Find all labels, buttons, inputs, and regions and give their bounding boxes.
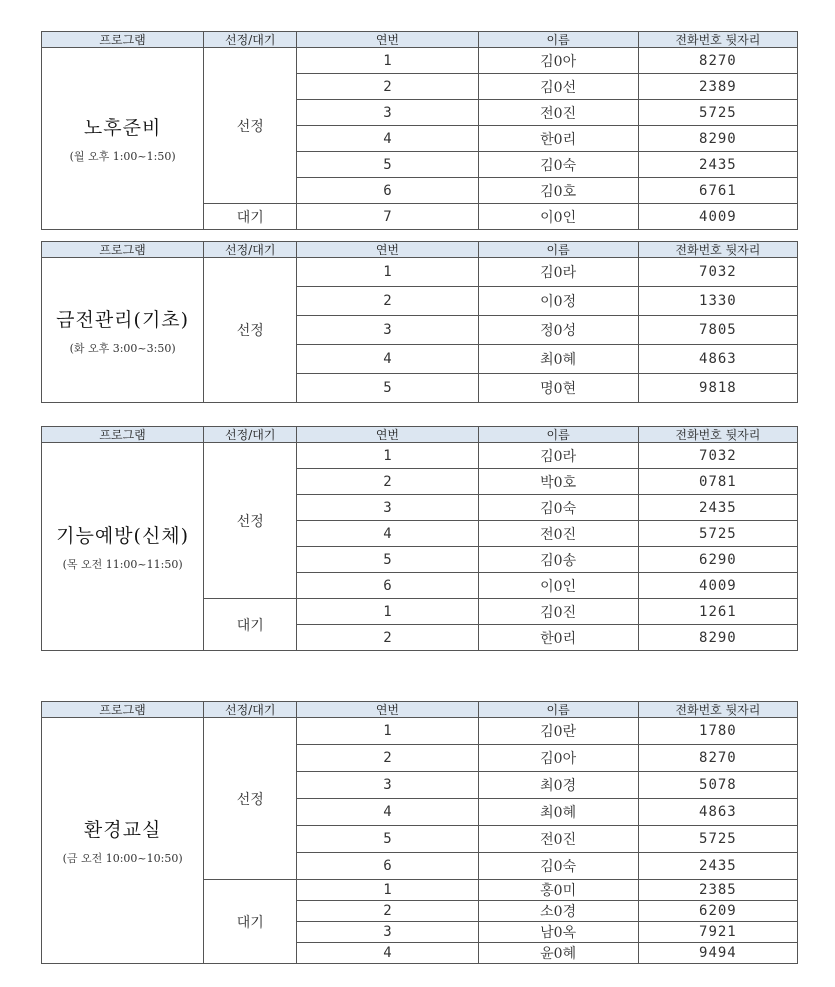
program-time: (목 오전 11:00~11:50) — [62, 558, 183, 571]
seq-cell: 3 — [297, 772, 478, 799]
name-cell: 전0진 — [478, 826, 638, 853]
program-cell — [42, 718, 204, 964]
seq-cell: 5 — [297, 826, 478, 853]
seq-cell: 4 — [297, 799, 478, 826]
seq-cell: 5 — [297, 152, 478, 178]
header-status: 선정/대기 — [204, 242, 297, 258]
name-cell: 김0아 — [478, 745, 638, 772]
seq-cell: 6 — [297, 573, 478, 599]
header-status: 선정/대기 — [204, 702, 297, 718]
header-phone: 전화번호 뒷자리 — [638, 702, 797, 718]
seq-cell: 5 — [297, 547, 478, 573]
status-cell: 선정 — [204, 718, 297, 880]
name-cell: 윤0혜 — [478, 943, 638, 964]
program-table — [41, 426, 798, 651]
header-status: 선정/대기 — [204, 32, 297, 48]
phone-cell: 8290 — [638, 126, 797, 152]
name-cell: 정0성 — [478, 316, 638, 345]
seq-cell: 1 — [297, 48, 478, 74]
header-program: 프로그램 — [42, 32, 204, 48]
name-cell: 김0호 — [478, 178, 638, 204]
phone-cell: 2385 — [638, 880, 797, 901]
program-cell — [42, 443, 204, 651]
program-name: 기능예방(신체) — [56, 525, 190, 547]
name-cell: 김0송 — [478, 547, 638, 573]
header-row — [42, 702, 798, 718]
seq-cell: 3 — [297, 316, 478, 345]
seq-cell: 1 — [297, 258, 478, 287]
phone-cell: 6290 — [638, 547, 797, 573]
phone-cell: 7032 — [638, 258, 797, 287]
seq-cell: 3 — [297, 100, 478, 126]
program-table — [41, 241, 798, 403]
header-status: 선정/대기 — [204, 427, 297, 443]
header-name: 이름 — [478, 702, 638, 718]
name-cell: 김0숙 — [478, 495, 638, 521]
seq-cell: 2 — [297, 745, 478, 772]
status-cell: 대기 — [204, 880, 297, 964]
seq-cell: 6 — [297, 853, 478, 880]
seq-cell: 1 — [297, 718, 478, 745]
name-cell: 한0리 — [478, 126, 638, 152]
name-cell: 이0인 — [478, 573, 638, 599]
name-cell: 김0아 — [478, 48, 638, 74]
seq-cell: 3 — [297, 495, 478, 521]
header-phone: 전화번호 뒷자리 — [638, 427, 797, 443]
phone-cell: 4863 — [638, 799, 797, 826]
header-program: 프로그램 — [42, 427, 204, 443]
name-cell: 김0라 — [478, 258, 638, 287]
phone-cell: 2435 — [638, 495, 797, 521]
name-cell: 이0정 — [478, 287, 638, 316]
name-cell: 전0진 — [478, 521, 638, 547]
name-cell: 전0진 — [478, 100, 638, 126]
seq-cell: 2 — [297, 469, 478, 495]
phone-cell: 7921 — [638, 922, 797, 943]
header-row — [42, 427, 798, 443]
phone-cell: 9494 — [638, 943, 797, 964]
name-cell: 남0옥 — [478, 922, 638, 943]
phone-cell: 2435 — [638, 853, 797, 880]
seq-cell: 2 — [297, 74, 478, 100]
name-cell: 소0경 — [478, 901, 638, 922]
header-name: 이름 — [478, 427, 638, 443]
seq-cell: 5 — [297, 374, 478, 403]
header-name: 이름 — [478, 242, 638, 258]
status-cell: 선정 — [204, 48, 297, 204]
header-seq: 연번 — [297, 32, 478, 48]
status-cell: 선정 — [204, 258, 297, 403]
phone-cell: 5078 — [638, 772, 797, 799]
name-cell: 김0숙 — [478, 152, 638, 178]
program-cell — [42, 48, 204, 230]
phone-cell: 6761 — [638, 178, 797, 204]
phone-cell: 5725 — [638, 826, 797, 853]
seq-cell: 2 — [297, 625, 478, 651]
name-cell: 박0호 — [478, 469, 638, 495]
phone-cell: 8270 — [638, 48, 797, 74]
header-seq: 연번 — [297, 242, 478, 258]
name-cell: 명0현 — [478, 374, 638, 403]
seq-cell: 2 — [297, 287, 478, 316]
phone-cell: 2435 — [638, 152, 797, 178]
phone-cell: 0781 — [638, 469, 797, 495]
name-cell: 최0혜 — [478, 799, 638, 826]
name-cell: 김0진 — [478, 599, 638, 625]
status-cell: 선정 — [204, 443, 297, 599]
header-phone: 전화번호 뒷자리 — [638, 32, 797, 48]
header-seq: 연번 — [297, 427, 478, 443]
table-row — [42, 48, 798, 74]
table-row — [42, 718, 798, 745]
status-cell: 대기 — [204, 599, 297, 651]
name-cell: 김0란 — [478, 718, 638, 745]
phone-cell: 6209 — [638, 901, 797, 922]
seq-cell: 4 — [297, 943, 478, 964]
program-time: (화 오후 3:00~3:50) — [69, 341, 176, 355]
seq-cell: 1 — [297, 443, 478, 469]
program-table — [41, 701, 798, 964]
seq-cell: 3 — [297, 922, 478, 943]
program-name: 노후준비 — [83, 117, 162, 139]
phone-cell: 5725 — [638, 521, 797, 547]
name-cell: 김0숙 — [478, 853, 638, 880]
program-time: (금 오전 10:00~10:50) — [62, 852, 183, 865]
name-cell: 최0경 — [478, 772, 638, 799]
seq-cell: 4 — [297, 521, 478, 547]
phone-cell: 2389 — [638, 74, 797, 100]
header-name: 이름 — [478, 32, 638, 48]
seq-cell: 6 — [297, 178, 478, 204]
phone-cell: 4009 — [638, 204, 797, 230]
phone-cell: 7805 — [638, 316, 797, 345]
program-name: 환경교실 — [83, 819, 162, 841]
status-cell: 대기 — [204, 204, 297, 230]
seq-cell: 7 — [297, 204, 478, 230]
name-cell: 이0인 — [478, 204, 638, 230]
program-name: 금전관리(기초) — [56, 308, 190, 331]
seq-cell: 1 — [297, 599, 478, 625]
table-row — [42, 258, 798, 287]
header-row — [42, 242, 798, 258]
header-phone: 전화번호 뒷자리 — [638, 242, 797, 258]
name-cell: 김0선 — [478, 74, 638, 100]
seq-cell: 4 — [297, 345, 478, 374]
name-cell: 한0리 — [478, 625, 638, 651]
seq-cell: 2 — [297, 901, 478, 922]
phone-cell: 9818 — [638, 374, 797, 403]
phone-cell: 5725 — [638, 100, 797, 126]
phone-cell: 1261 — [638, 599, 797, 625]
header-program: 프로그램 — [42, 242, 204, 258]
header-row — [42, 32, 798, 48]
name-cell: 홍0미 — [478, 880, 638, 901]
header-program: 프로그램 — [42, 702, 204, 718]
name-cell: 김0라 — [478, 443, 638, 469]
phone-cell: 7032 — [638, 443, 797, 469]
phone-cell: 8290 — [638, 625, 797, 651]
table-row — [42, 443, 798, 469]
seq-cell: 4 — [297, 126, 478, 152]
header-seq: 연번 — [297, 702, 478, 718]
phone-cell: 8270 — [638, 745, 797, 772]
phone-cell: 1780 — [638, 718, 797, 745]
phone-cell: 4863 — [638, 345, 797, 374]
name-cell: 최0혜 — [478, 345, 638, 374]
phone-cell: 1330 — [638, 287, 797, 316]
program-cell — [42, 258, 204, 403]
phone-cell: 4009 — [638, 573, 797, 599]
seq-cell: 1 — [297, 880, 478, 901]
program-time: (월 오후 1:00~1:50) — [69, 150, 176, 163]
program-table — [41, 31, 798, 230]
